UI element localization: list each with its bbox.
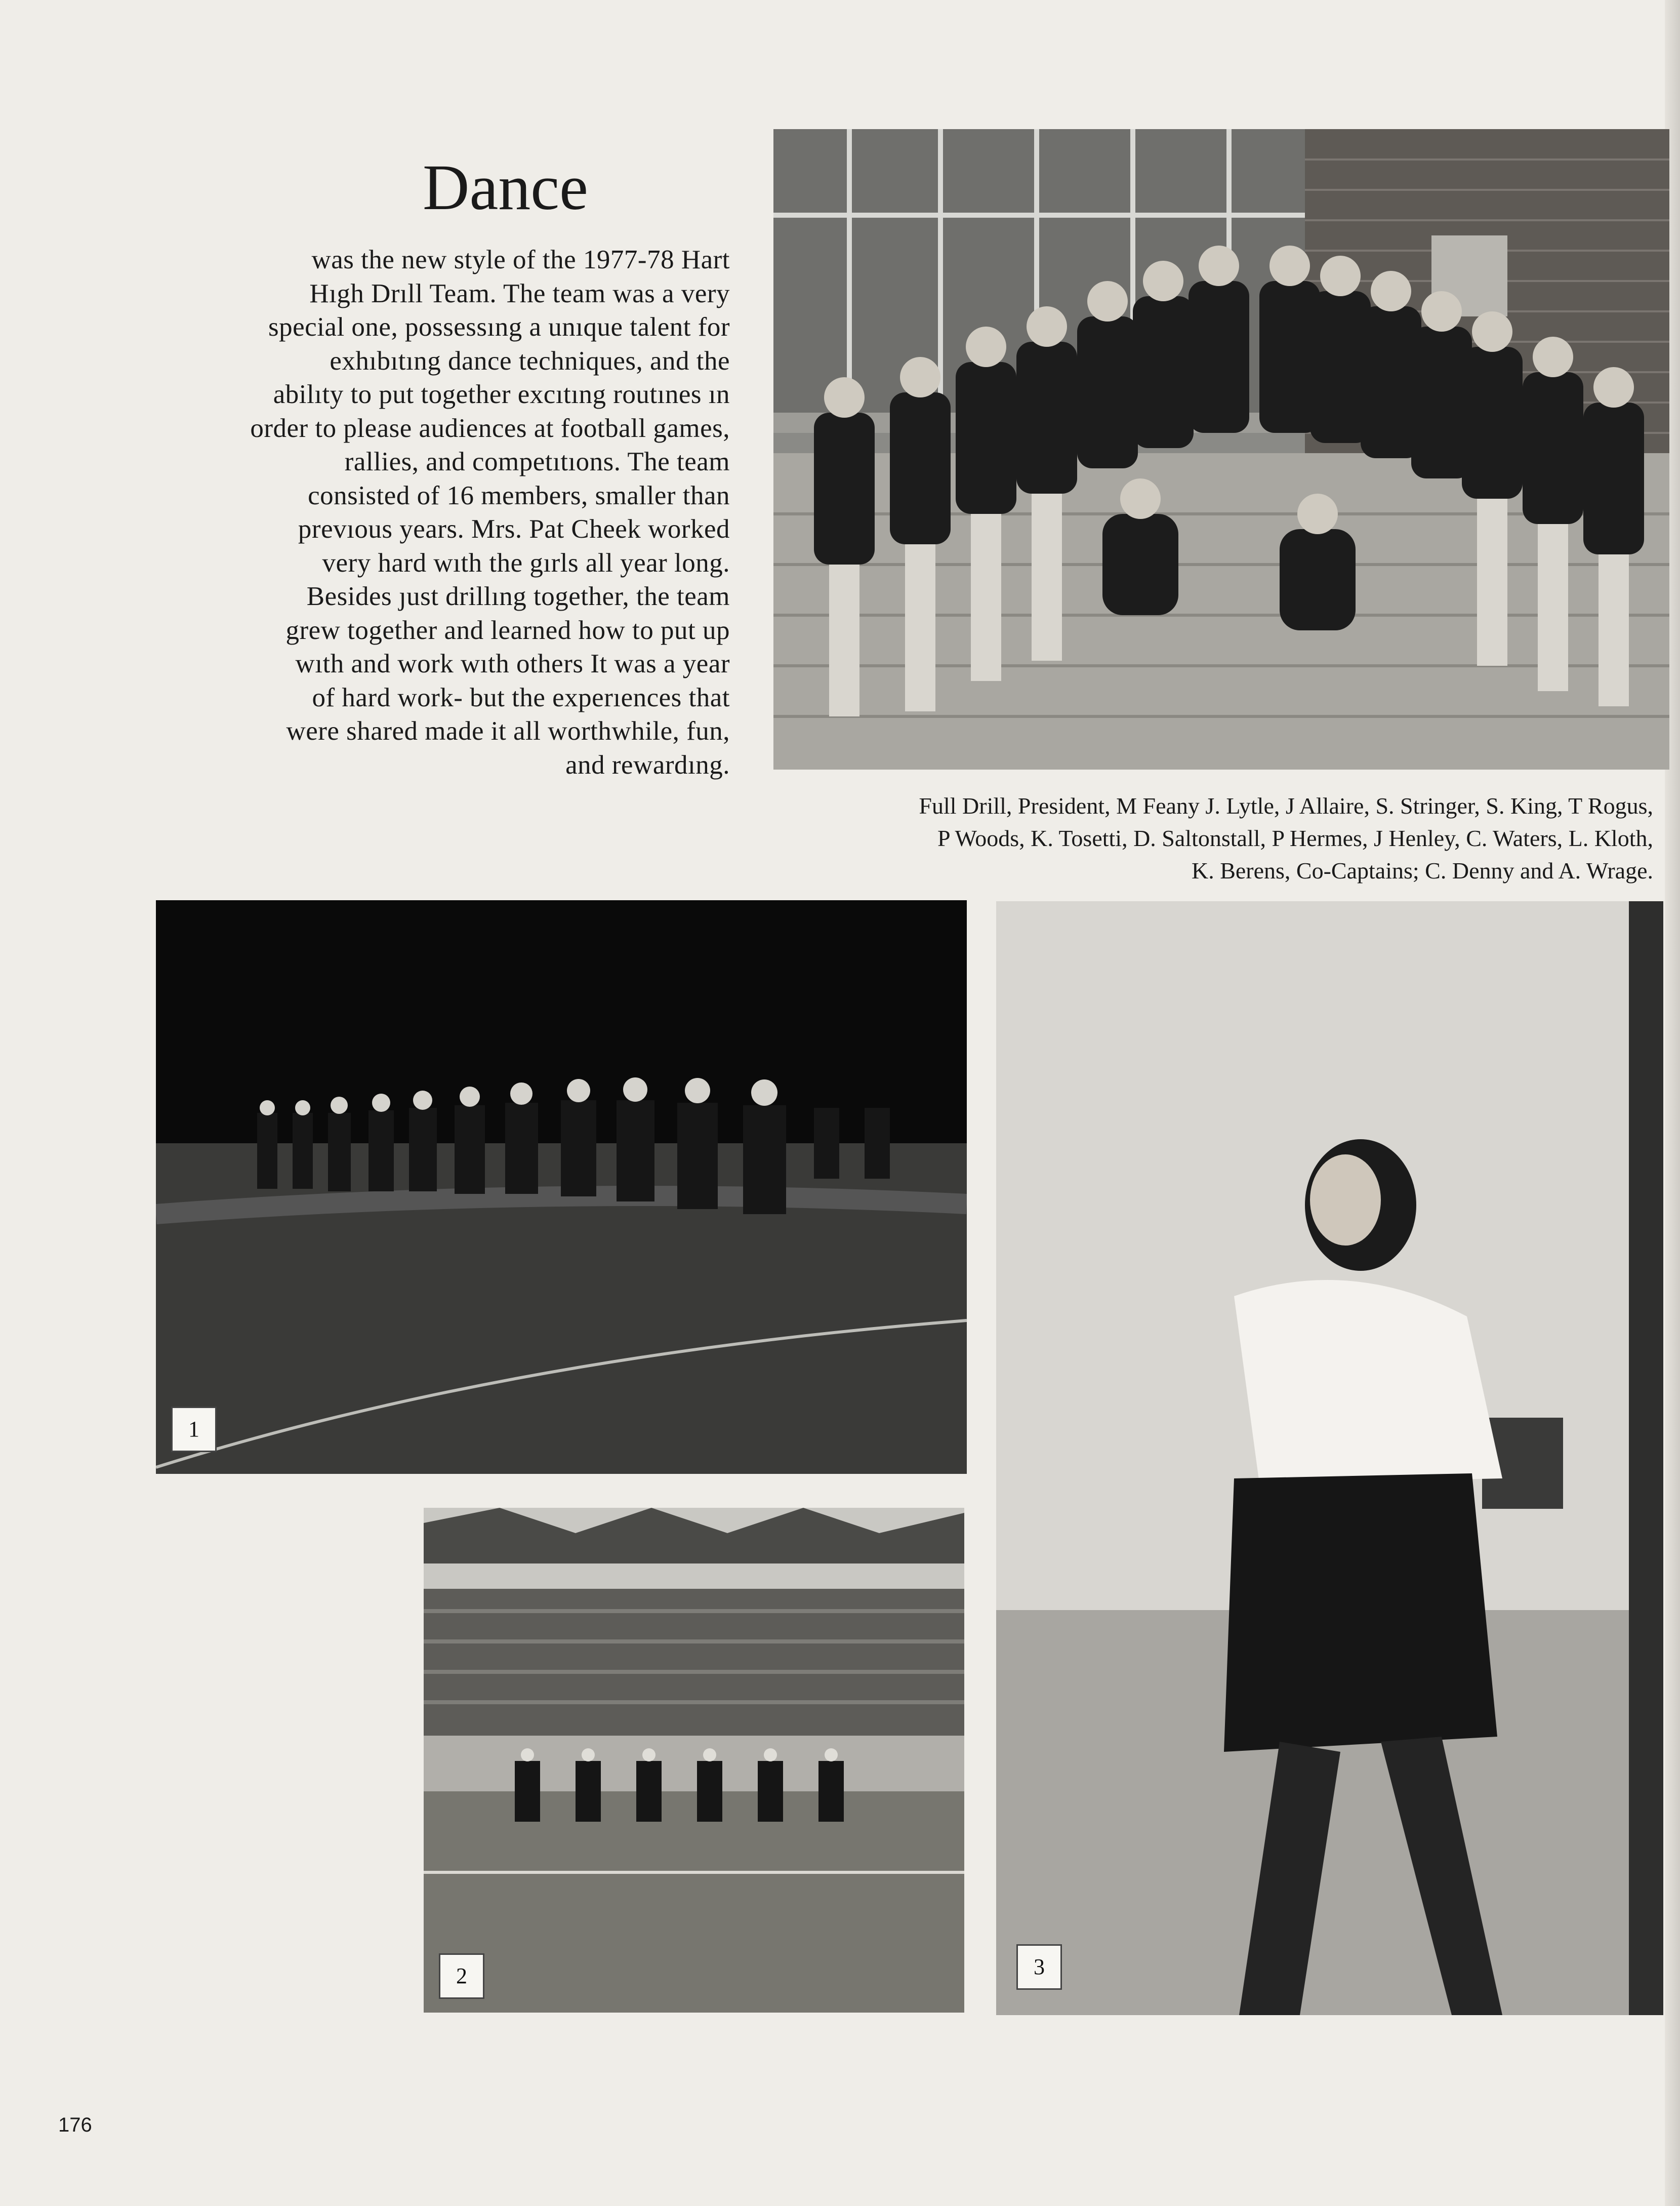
field-photo-illustration — [156, 900, 967, 1474]
intro-line: special one, possessıng a unıque talent for — [268, 312, 730, 342]
dancer-photo-illustration — [996, 901, 1663, 2015]
stadium-photo — [424, 1508, 964, 2013]
intro-line: grew together and learned how to put up — [285, 615, 730, 645]
team-group-photo — [773, 129, 1669, 770]
intro-line: of hard work- but the experıences that — [312, 683, 730, 712]
intro-line: Hıgh Drıll Team. The team was a very — [309, 278, 730, 308]
intro-line: rallies, and competıtıons. The team — [344, 447, 730, 476]
caption-line: P Woods, K. Tosetti, D. Saltonstall, P Hermes, J Henley, C. Waters, L. Kloth, — [937, 825, 1653, 851]
intro-line: very hard wıth the gırls all year long. — [322, 548, 730, 578]
article-title: Dance — [423, 151, 588, 223]
team-photo-caption — [790, 790, 1653, 887]
caption-line: K. Berens, Co-Captains; C. Denny and A. Wrage. — [1191, 858, 1653, 884]
intro-line: and rewardıng. — [565, 750, 730, 780]
article-intro — [152, 243, 730, 782]
intro-line: Besides ȷust drillıng together, the team — [306, 582, 730, 611]
page-number: 176 — [58, 2114, 92, 2136]
intro-line: wıth and work wıth others It was a year — [295, 649, 730, 678]
dancer-photo — [996, 901, 1663, 2015]
photo-number-label: 2 — [439, 1953, 484, 1999]
team-photo-illustration — [773, 129, 1669, 770]
stadium-photo-illustration — [424, 1508, 964, 2013]
photo-number-label: 1 — [171, 1407, 217, 1452]
intro-line: order to please audiences at football games, — [250, 413, 730, 443]
field-night-photo — [156, 900, 967, 1474]
intro-line: was the new style of the 1977-78 Hart — [311, 245, 730, 274]
caption-line: Full Drill, President, M Feany J. Lytle, J Allaire, S. Stringer, S. King, T Rogus, — [919, 793, 1653, 819]
intro-line: were shared made it all worthwhile, fun, — [286, 716, 730, 746]
intro-line: exhıbıtıng dance techniques, and the — [330, 346, 730, 376]
intro-line: abilıty to put together excıtıng routınes ın — [273, 380, 730, 409]
intro-line: prevıous years. Mrs. Pat Cheek worked — [298, 514, 730, 544]
photo-number-label: 3 — [1016, 1944, 1062, 1990]
intro-line: consisted of 16 members, smaller than — [308, 480, 730, 510]
